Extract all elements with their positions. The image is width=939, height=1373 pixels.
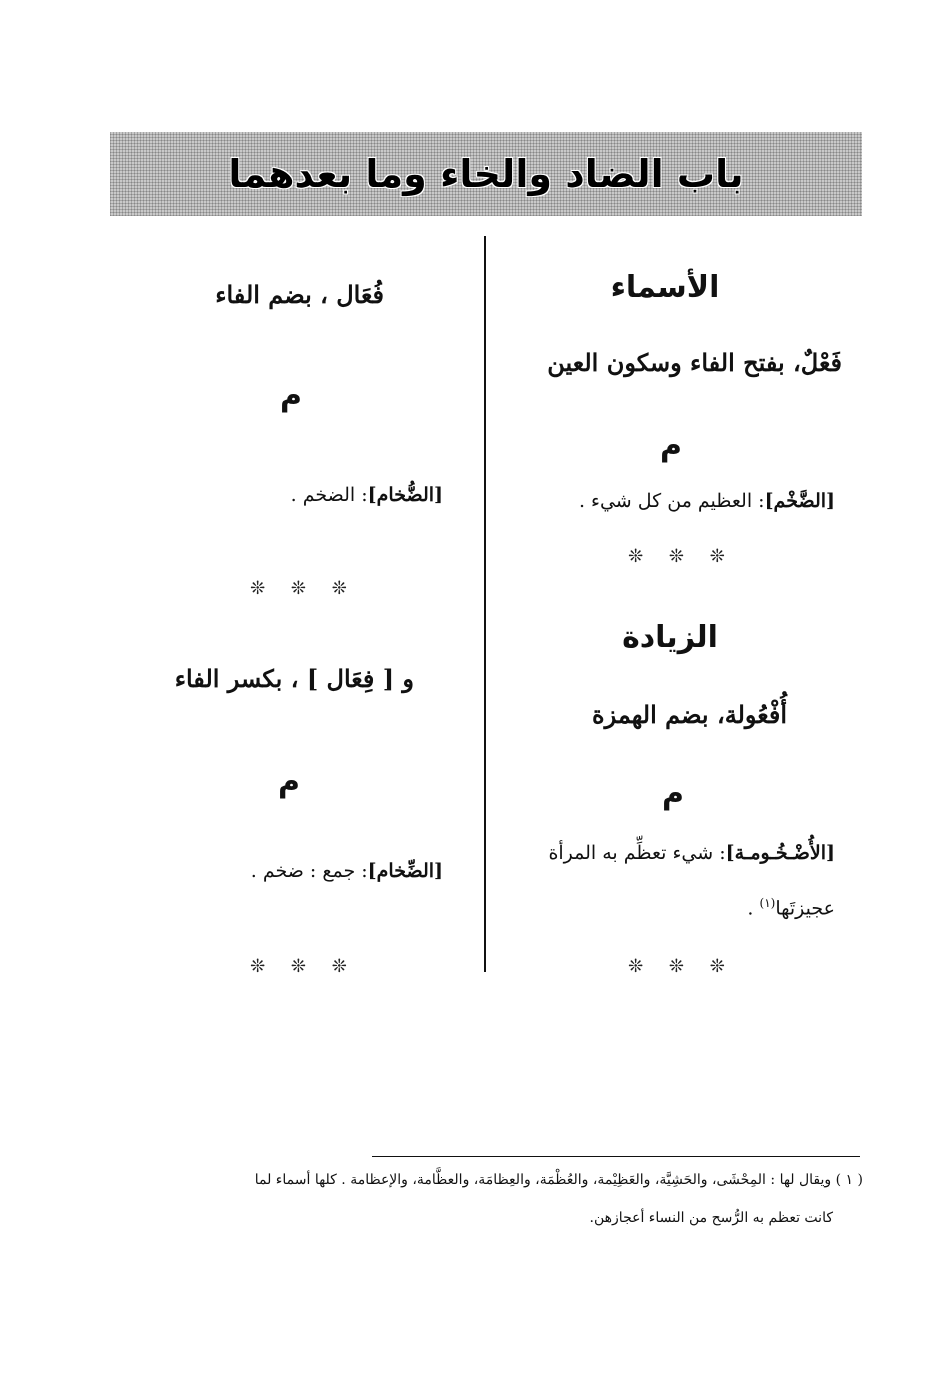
heading-names: الأسماء (610, 270, 720, 305)
entry-definition: : الضخم . (290, 484, 368, 506)
footnote-line-2: كانت تعظم به الرُّسح من النساء أعجازهن. (589, 1210, 833, 1226)
entry-definition: : العظيم من كل شيء . (578, 490, 765, 512)
entry-mark-1: م (660, 428, 682, 463)
entry-headword: [الضَّخْم] (764, 490, 835, 512)
pattern-heading-1: فَعْلٌ، بفتح الفاء وسكون العين (547, 348, 842, 377)
entry-continuation-text: عجيزتَها (775, 897, 835, 920)
entry-4 (251, 860, 443, 882)
separator-stars-3: ❊ ❊ ❊ (250, 578, 357, 599)
entry-headword: [الضِّخام] (367, 860, 443, 882)
chapter-title: باب الضاد والخاء وما بعدهما (228, 152, 744, 196)
footnote-rule (372, 1156, 860, 1157)
entry-end: . (747, 897, 760, 920)
chapter-title-banner (110, 132, 862, 216)
entry-headword: [الأُضْـخُـومـة] (725, 842, 835, 864)
pattern-heading-4: و [ فِعَال ] ، بكسر الفاء (174, 664, 414, 693)
entry-3 (291, 484, 443, 506)
footnote-ref[interactable]: (١) (759, 896, 776, 910)
entry-definition: : جمع : ضخم . (250, 860, 368, 882)
column-divider (484, 236, 486, 972)
separator-stars-1: ❊ ❊ ❊ (628, 546, 735, 567)
entry-definition: : شيء تعظِّم به المرأة (548, 842, 726, 864)
entry-mark-3: م (280, 378, 302, 413)
entry-2-continuation (747, 896, 835, 919)
pattern-heading-2: أُفْعُولة، بضم الهمزة (592, 700, 787, 729)
entry-mark-4: م (278, 764, 300, 799)
separator-stars-2: ❊ ❊ ❊ (628, 956, 735, 977)
entry-1 (579, 490, 835, 512)
entry-headword: [الضُّخام] (367, 484, 443, 506)
pattern-heading-3: فُعَال ، بضم الفاء (215, 280, 384, 309)
entry-mark-2: م (662, 776, 684, 811)
separator-stars-4: ❊ ❊ ❊ (250, 956, 357, 977)
heading-addition: الزيادة (622, 620, 718, 655)
entry-2 (548, 842, 835, 864)
footnote-line-1: ( ١ ) ويقال لها : المِحْشَى، والحَشِيَّة، والعَظِيْمة، والعُظْمَة، والعِظامَة، والعظَّامة، والإعظامة . كلها أسماء لما (254, 1172, 863, 1188)
